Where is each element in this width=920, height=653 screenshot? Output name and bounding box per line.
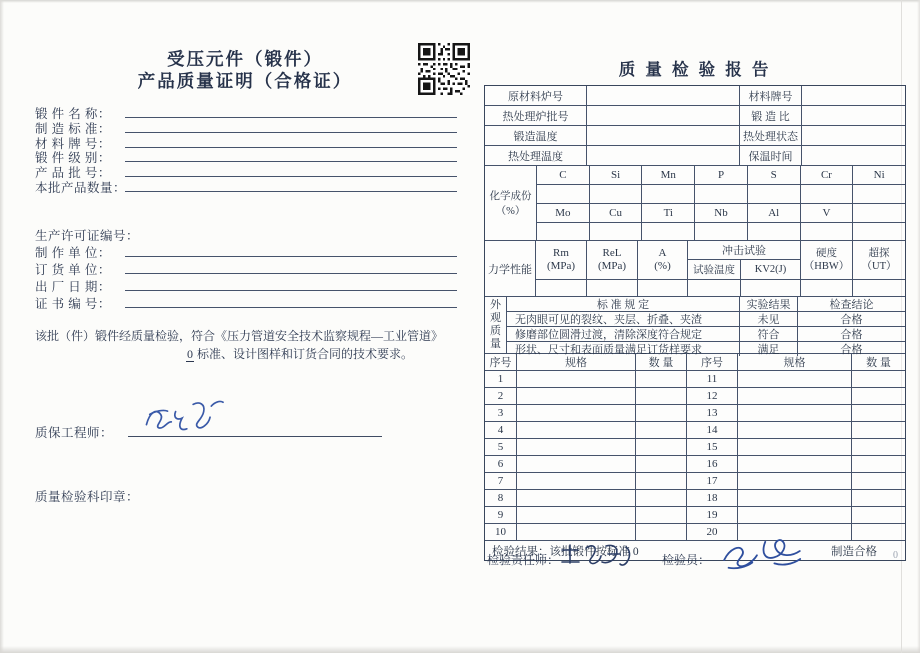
spec-qty xyxy=(636,388,687,404)
chem-element: Si xyxy=(590,166,643,184)
spec-row xyxy=(485,388,905,405)
info-value xyxy=(802,106,905,125)
qa-engineer-label: 质保工程师： xyxy=(35,426,114,440)
info-label: 原材料炉号 xyxy=(485,86,587,105)
chem-value-row2 xyxy=(537,223,905,240)
appearance-spec: 修磨部位圆滑过渡，清除深度符合规定 xyxy=(507,327,740,341)
spec-qty xyxy=(636,439,687,455)
info-label: 保温时间 xyxy=(740,146,802,165)
mechanical-label: 力学性能 xyxy=(485,241,536,296)
mech-impact-group xyxy=(688,241,801,279)
responsible-inspector-signature xyxy=(558,542,640,568)
field-label-batch-no: 产 品 批 号： xyxy=(35,166,111,180)
spec-header-qty: 数 量 xyxy=(866,357,891,369)
appearance-concl: 合格 xyxy=(840,314,863,326)
spec-qty xyxy=(636,422,687,438)
appearance-header-result: 实验结果 xyxy=(740,297,798,311)
spec-no: 12 xyxy=(687,388,738,404)
chem-value xyxy=(695,223,748,240)
qa-engineer-signature xyxy=(137,395,231,439)
chem-value xyxy=(748,185,801,202)
spec-header-spec: 规格 xyxy=(517,354,636,370)
spec-value xyxy=(738,405,852,421)
appearance-header-concl: 检查结论 xyxy=(829,299,874,311)
info-value xyxy=(587,86,740,105)
appearance-header-row xyxy=(507,297,905,312)
mech-header-impact: 冲击试验 xyxy=(688,241,800,260)
spec-qty xyxy=(852,524,905,540)
spec-qty xyxy=(852,490,905,506)
spec-qty xyxy=(852,456,905,472)
chem-value xyxy=(801,185,854,202)
field-line-cert-no xyxy=(125,294,457,308)
field-label-forging-name: 锻 件 名 称： xyxy=(35,107,111,121)
spec-qty xyxy=(852,473,905,489)
appearance-row xyxy=(507,312,905,327)
info-label: 热处理温度 xyxy=(485,146,587,165)
info-label: 热处理炉批号 xyxy=(485,106,587,125)
appearance-row xyxy=(507,327,905,342)
spec-value xyxy=(517,524,636,540)
field-label-license-no: 生产许可证编号： xyxy=(35,229,140,243)
spec-no: 8 xyxy=(485,490,517,506)
spec-value xyxy=(738,490,852,506)
spec-value xyxy=(738,473,852,489)
chem-element: P xyxy=(695,166,748,184)
field-label-mfg-standard: 制 造 标 准： xyxy=(35,122,111,136)
field-line-manufacturer xyxy=(125,243,457,257)
spec-qty xyxy=(852,388,905,404)
chem-header-row2 xyxy=(537,204,905,223)
spec-value xyxy=(738,507,852,523)
spec-value xyxy=(738,456,852,472)
spec-row xyxy=(485,371,905,388)
spec-value xyxy=(517,422,636,438)
field-line-batch-qty xyxy=(125,178,457,192)
spec-qty xyxy=(852,371,905,387)
certificate-title-line2: 产品质量证明（合格证） xyxy=(137,71,353,91)
inspector-label: 检验员： xyxy=(662,553,711,567)
spec-value xyxy=(738,371,852,387)
spec-qty xyxy=(636,473,687,489)
appearance-spec: 形状、尺寸和表面质量满足订货样要求 xyxy=(507,342,740,356)
field-label-cert-no: 证 书 编 号： xyxy=(35,297,111,311)
spec-qty xyxy=(636,524,687,540)
spec-qty xyxy=(852,405,905,421)
chem-value xyxy=(853,185,905,202)
mech-value xyxy=(587,280,638,296)
spec-value xyxy=(517,405,636,421)
chem-value xyxy=(537,223,590,240)
spec-header-spec: 规格 xyxy=(738,354,852,370)
spec-no: 3 xyxy=(485,405,517,421)
spec-no: 16 xyxy=(687,456,738,472)
inspector-signature xyxy=(713,534,811,579)
spec-header-no: 序号 xyxy=(687,354,738,370)
spec-qty xyxy=(852,422,905,438)
spec-header-no: 序号 xyxy=(485,354,517,370)
qr-code-icon xyxy=(418,42,470,96)
spec-no: 18 xyxy=(687,490,738,506)
spec-row xyxy=(485,422,905,439)
mech-header-rm: Rm (MPa) xyxy=(536,241,587,279)
responsible-inspector-label: 检验责任师： xyxy=(487,553,560,567)
spec-no: 11 xyxy=(687,371,738,387)
appearance-section xyxy=(485,297,905,354)
mech-header-hardness: 硬度 （HBW） xyxy=(801,241,853,279)
result-label: 检验结果：该批锻件按标准 0 xyxy=(492,545,639,558)
spec-row xyxy=(485,439,905,456)
spec-value xyxy=(517,490,636,506)
spec-value xyxy=(517,473,636,489)
chem-element: Al xyxy=(748,204,801,222)
chem-element: Cr xyxy=(801,166,854,184)
spec-value xyxy=(517,371,636,387)
mech-header-a: A (%) xyxy=(638,241,688,279)
spec-header-row xyxy=(485,354,905,371)
info-value xyxy=(802,86,905,105)
info-label: 锻造温度 xyxy=(485,126,587,145)
field-label-manufacturer: 制 作 单 位： xyxy=(35,246,111,260)
spec-qty xyxy=(636,490,687,506)
mech-value xyxy=(688,280,741,296)
mech-header-ut: 超探 （UT） xyxy=(861,248,897,272)
chem-element xyxy=(853,204,905,222)
report-title: 质 量 检 验 报 告 xyxy=(618,60,772,79)
spec-row xyxy=(485,490,905,507)
table-row xyxy=(485,106,905,126)
spec-value xyxy=(738,388,852,404)
chem-element: Ni xyxy=(873,169,885,182)
mech-value xyxy=(801,280,853,296)
inspection-table xyxy=(484,85,906,561)
spec-qty xyxy=(852,507,905,523)
mechanical-section xyxy=(485,241,905,297)
chem-value xyxy=(590,223,643,240)
statement-line2 xyxy=(186,345,413,362)
chem-element: Ti xyxy=(642,204,695,222)
appearance-label: 外观质量 xyxy=(485,297,507,353)
chem-value-row1 xyxy=(537,185,905,203)
result-verdict: 制造合格 xyxy=(831,545,877,558)
appearance-result: 未见 xyxy=(740,312,798,326)
mech-value-row xyxy=(536,280,905,296)
chem-element: Nb xyxy=(695,204,748,222)
spec-no: 17 xyxy=(687,473,738,489)
info-label: 锻 造 比 xyxy=(740,106,802,125)
spec-value xyxy=(517,439,636,455)
field-label-ship-date: 出 厂 日 期： xyxy=(35,280,111,294)
spec-row xyxy=(485,405,905,422)
spec-no: 15 xyxy=(687,439,738,455)
spec-row xyxy=(485,524,905,541)
chem-value xyxy=(695,185,748,202)
field-line-forging-class xyxy=(125,148,457,162)
field-label-material-grade: 材 料 牌 号： xyxy=(35,137,111,151)
chem-element: Cu xyxy=(590,204,643,222)
spec-no: 6 xyxy=(485,456,517,472)
scan-edge-top xyxy=(0,0,920,3)
chem-value xyxy=(748,223,801,240)
field-line-ship-date xyxy=(125,277,457,291)
qc-seal-label: 质量检验科印章： xyxy=(35,490,140,504)
spec-qty xyxy=(636,371,687,387)
spec-no: 7 xyxy=(485,473,517,489)
field-line-mfg-standard xyxy=(125,119,457,133)
chemical-section xyxy=(485,166,905,241)
statement-standard-number: 0 xyxy=(187,347,193,361)
field-label-forging-class: 锻 件 级 别： xyxy=(35,151,111,165)
spec-value xyxy=(517,456,636,472)
scan-edge-left xyxy=(0,0,4,653)
info-value xyxy=(587,146,740,165)
mech-header-impact-kv: KV2(J) xyxy=(754,264,787,275)
chem-element: S xyxy=(748,166,801,184)
field-line-forging-name xyxy=(125,104,457,118)
appearance-header-spec: 标 准 规 定 xyxy=(507,297,740,311)
chem-value xyxy=(853,223,905,240)
appearance-concl: 合格 xyxy=(840,329,863,341)
spec-no: 13 xyxy=(687,405,738,421)
appearance-result: 符合 xyxy=(740,327,798,341)
spec-no: 14 xyxy=(687,422,738,438)
info-value xyxy=(587,106,740,125)
spec-qty xyxy=(636,507,687,523)
mech-header-row xyxy=(536,241,905,280)
spec-no: 1 xyxy=(485,371,517,387)
field-line-material-grade xyxy=(125,134,457,148)
appearance-concl: 合格 xyxy=(840,344,863,356)
chem-header-row1 xyxy=(537,166,905,185)
mech-value xyxy=(853,280,905,296)
stray-mark: 0 xyxy=(893,550,898,561)
appearance-spec: 无肉眼可见的裂纹、夹层、折叠、夹渣 xyxy=(507,312,740,326)
spec-row xyxy=(485,473,905,490)
chem-value xyxy=(801,223,854,240)
spec-row xyxy=(485,507,905,524)
info-value xyxy=(802,146,905,165)
mech-header-impact-temp: 试验温度 xyxy=(688,260,741,279)
appearance-result: 满足 xyxy=(740,342,798,356)
spec-no: 10 xyxy=(485,524,517,540)
info-label: 材料牌号 xyxy=(740,86,802,105)
mech-value xyxy=(638,280,688,296)
chem-element: Mo xyxy=(537,204,590,222)
spec-value xyxy=(738,422,852,438)
chem-value xyxy=(590,185,643,202)
statement-line2-text: 标准、设计图样和订货合同的技术要求。 xyxy=(194,347,414,361)
chem-element: Mn xyxy=(642,166,695,184)
field-line-orderer xyxy=(125,260,457,274)
chem-element: V xyxy=(801,204,854,222)
chem-value xyxy=(537,185,590,202)
spec-qty xyxy=(636,405,687,421)
spec-no: 19 xyxy=(687,507,738,523)
spec-value xyxy=(517,388,636,404)
chemical-label xyxy=(485,166,537,240)
chemical-label-line1: 化学成份 xyxy=(489,191,532,202)
certificate-title-line1: 受压元件（锻件） xyxy=(167,49,323,69)
spec-no: 9 xyxy=(485,507,517,523)
spec-row xyxy=(485,456,905,473)
table-row xyxy=(485,126,905,146)
chem-value xyxy=(642,223,695,240)
spec-no: 2 xyxy=(485,388,517,404)
chem-value xyxy=(642,185,695,202)
spec-qty xyxy=(636,456,687,472)
chem-element: C xyxy=(537,166,590,184)
field-label-orderer: 订 货 单 位： xyxy=(35,263,111,277)
spec-qty xyxy=(852,439,905,455)
field-label-batch-qty: 本批产品数量： xyxy=(35,181,127,195)
spec-header-qty: 数 量 xyxy=(636,354,687,370)
spec-value xyxy=(738,439,852,455)
statement-line1: 该批（件）锻件经质量检验，符合《压力管道安全技术监察规程—工业管道》 xyxy=(35,329,444,343)
scan-edge-bottom xyxy=(0,646,920,653)
table-row xyxy=(485,146,905,166)
table-row xyxy=(485,86,905,106)
chemical-label-line2: （%） xyxy=(495,206,526,217)
field-line-batch-no xyxy=(125,163,457,177)
spec-value xyxy=(517,507,636,523)
mech-value xyxy=(536,280,587,296)
spec-no: 4 xyxy=(485,422,517,438)
info-label: 热处理状态 xyxy=(740,126,802,145)
info-value xyxy=(802,126,905,145)
mech-value xyxy=(741,280,801,296)
spec-no: 5 xyxy=(485,439,517,455)
info-value xyxy=(587,126,740,145)
spec-no: 20 xyxy=(687,524,738,540)
mech-header-rel: ReL (MPa) xyxy=(587,241,638,279)
